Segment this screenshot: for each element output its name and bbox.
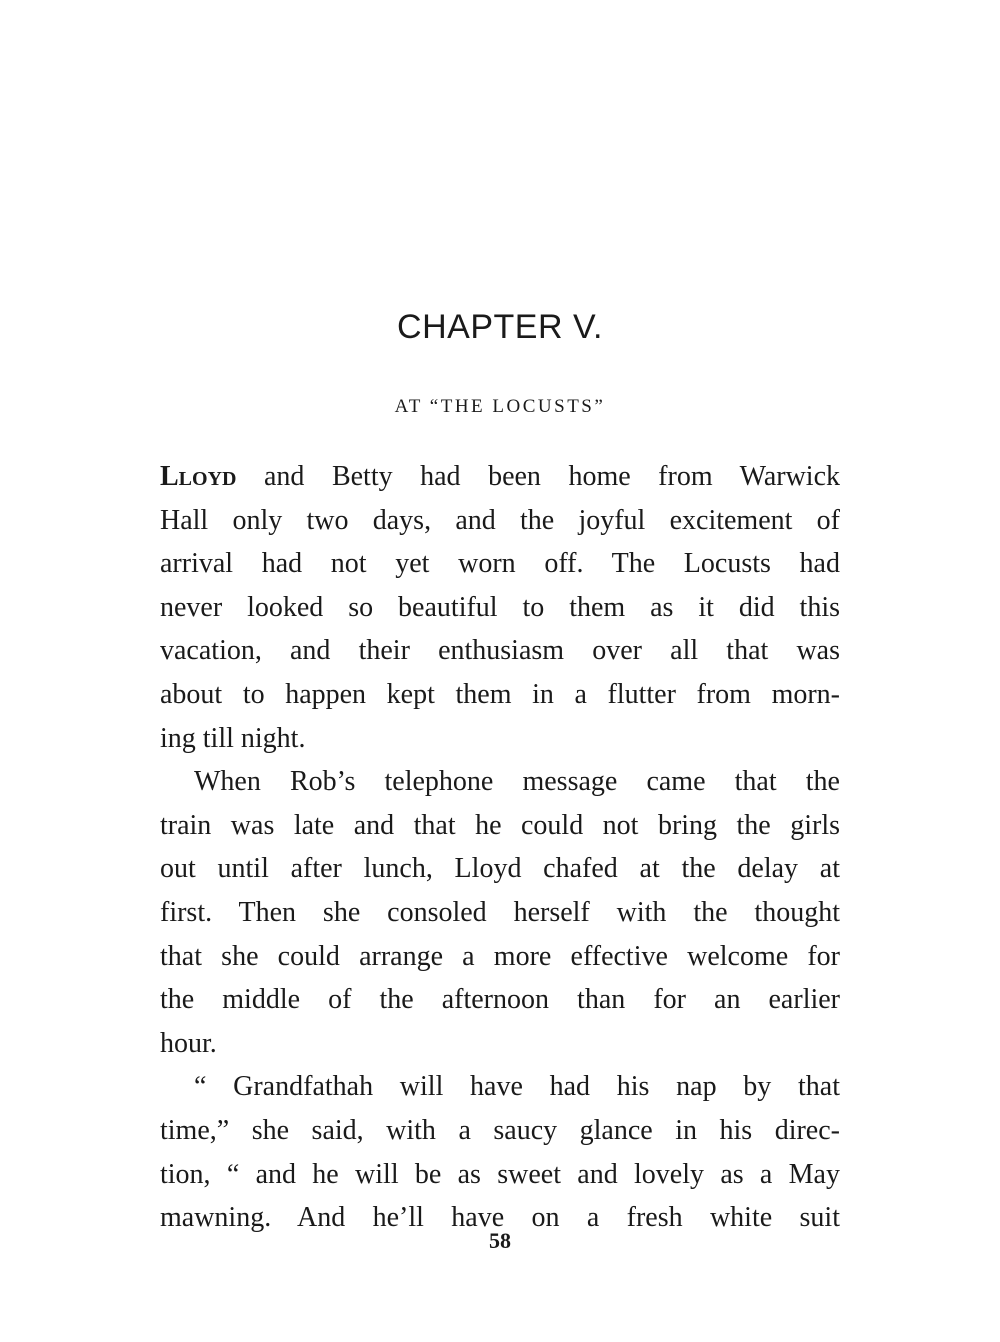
text-line: train was late and that he could not bring the girls [160,809,840,841]
text-line: Hall only two days, and the joyful excitement of [160,504,840,536]
text-line: arrival had not yet worn off. The Locusts had [160,548,840,580]
text-line: never looked so beautiful to them as it did this [160,591,840,623]
page-number: 58 [489,1228,511,1253]
text-line: the middle of the afternoon than for an earlier [160,984,840,1016]
chapter-title: CHAPTER V. [397,308,603,346]
text-line: tion, “ and he will be as sweet and lovely as a May [160,1158,840,1190]
text-line: When Rob’s telephone message came that the [194,766,840,798]
text-line: hour. [160,1027,217,1059]
text-line: out until after lunch, Lloyd chafed at the delay at [160,853,840,885]
text-line: about to happen kept them in a flutter from morn- [160,678,840,710]
paragraph [160,760,840,1065]
paragraph [160,1065,840,1239]
text-line: mawning. And he’ll have on a fresh white suit [160,1202,840,1234]
text-line: that she could arrange a more effective welcome for [160,940,840,972]
text-line: ing till night. [160,722,306,754]
paragraph [160,455,840,760]
text-line: Lloyd and Betty had been home from Warwick [160,461,840,492]
drop-lead-word: Lloyd [160,461,237,492]
text-line: first. Then she consoled herself with the thought [160,896,840,928]
text-line: “ Grandfathah will have had his nap by that [194,1071,840,1103]
body-text [160,455,840,1240]
chapter-subtitle: AT “THE LOCUSTS” [394,396,606,417]
text-line: vacation, and their enthusiasm over all that was [160,635,840,667]
text-line: time,” she said, with a saucy glance in his direc- [160,1114,840,1146]
